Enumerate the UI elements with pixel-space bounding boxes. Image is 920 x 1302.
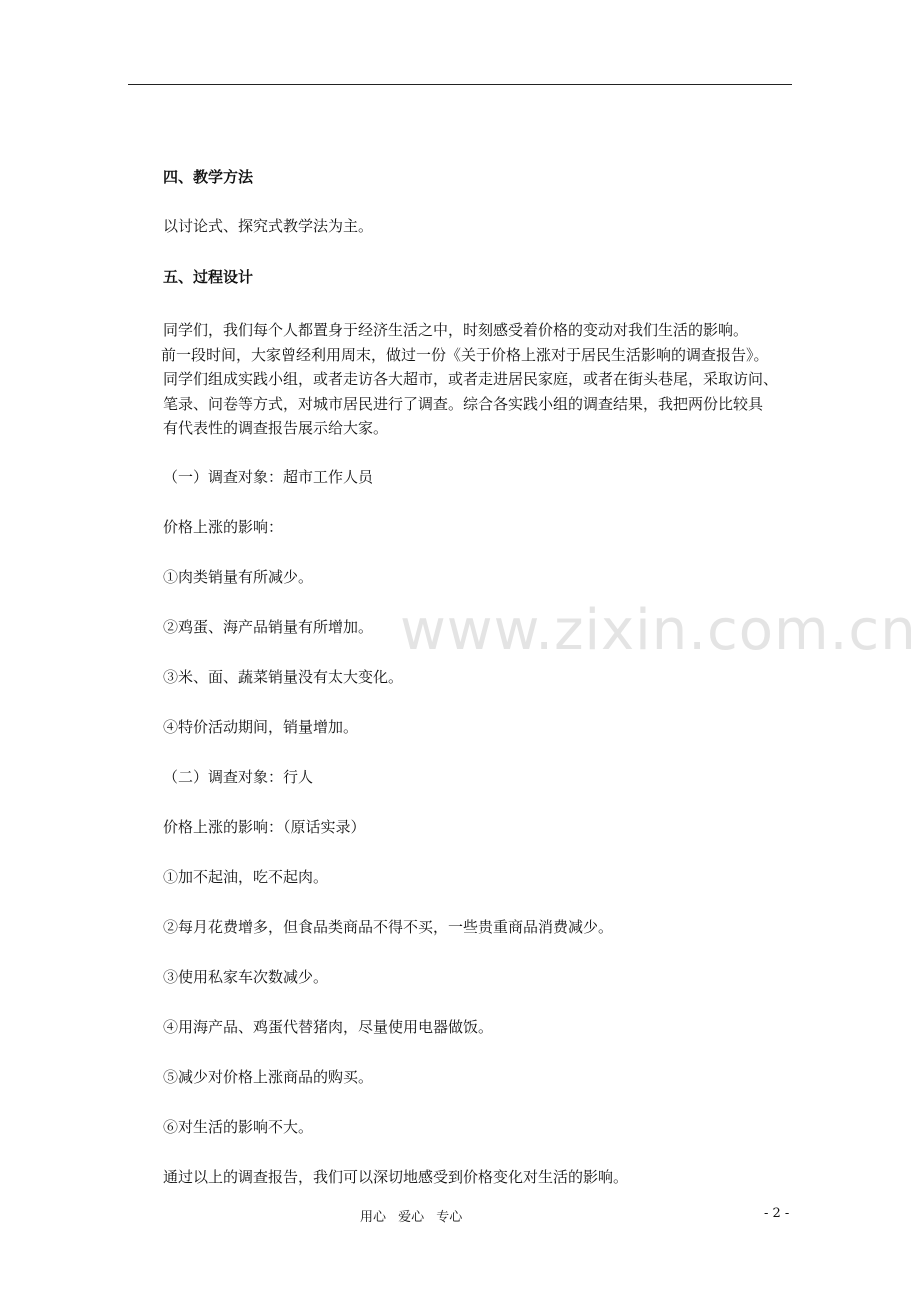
survey1-item: ②鸡蛋、海产品销量有所增加。	[163, 618, 374, 636]
survey1-item: ④特价活动期间，销量增加。	[163, 718, 359, 736]
survey2-item: ④用海产品、鸡蛋代替猪肉，尽量使用电器做饭。	[163, 1018, 494, 1036]
survey1-subtitle: 价格上涨的影响：	[163, 518, 284, 536]
intro-line: 有代表性的调查报告展示给大家。	[163, 419, 389, 437]
survey2-subtitle: 价格上涨的影响：（原话实录）	[163, 818, 366, 836]
conclusion-text: 通过以上的调查报告，我们可以深切地感受到价格变化对生活的影响。	[163, 1168, 629, 1186]
intro-line: 前一段时间，大家曾经利用周末，做过一份《关于价格上涨对于居民生活影响的调查报告》。	[161, 345, 769, 364]
survey2-item: ③使用私家车次数减少。	[163, 968, 329, 986]
survey2-item: ⑥对生活的影响不大。	[163, 1118, 314, 1136]
survey1-item: ③米、面、蔬菜销量没有太大变化。	[163, 668, 404, 686]
intro-line: 同学们，我们每个人都置身于经济生活之中，时刻感受着价格的变动对我们生活的影响。	[163, 321, 749, 339]
intro-paragraph	[163, 318, 793, 441]
header-rule	[128, 84, 792, 85]
section5-heading: 五、过程设计	[163, 268, 254, 286]
section4-heading: 四、教学方法	[163, 168, 254, 186]
intro-line: 笔录、问卷等方式，对城市居民进行了调查。综合各实践小组的调查结果，我把两份比较具	[163, 394, 764, 413]
survey1-title: （一）调查对象：超市工作人员	[163, 468, 374, 486]
survey2-item: ②每月花费增多，但食品类商品不得不买，一些贵重商品消费减少。	[163, 918, 614, 936]
survey2-item: ①加不起油，吃不起肉。	[163, 868, 329, 886]
watermark-text: www.zixin.com.cn	[400, 598, 917, 663]
survey2-title: （二）调查对象：行人	[163, 768, 314, 786]
footer-motto: 用心 爱心 专心	[360, 1210, 463, 1225]
survey1-item: ①肉类销量有所减少。	[163, 568, 314, 586]
section4-text: 以讨论式、探究式教学法为主。	[163, 217, 374, 235]
page-number: - 2 -	[764, 1206, 790, 1221]
intro-line: 同学们组成实践小组，或者走访各大超市，或者走进居民家庭，或者在街头巷尾，采取访问、	[163, 370, 779, 388]
survey2-item: ⑤减少对价格上涨商品的购买。	[163, 1068, 374, 1086]
